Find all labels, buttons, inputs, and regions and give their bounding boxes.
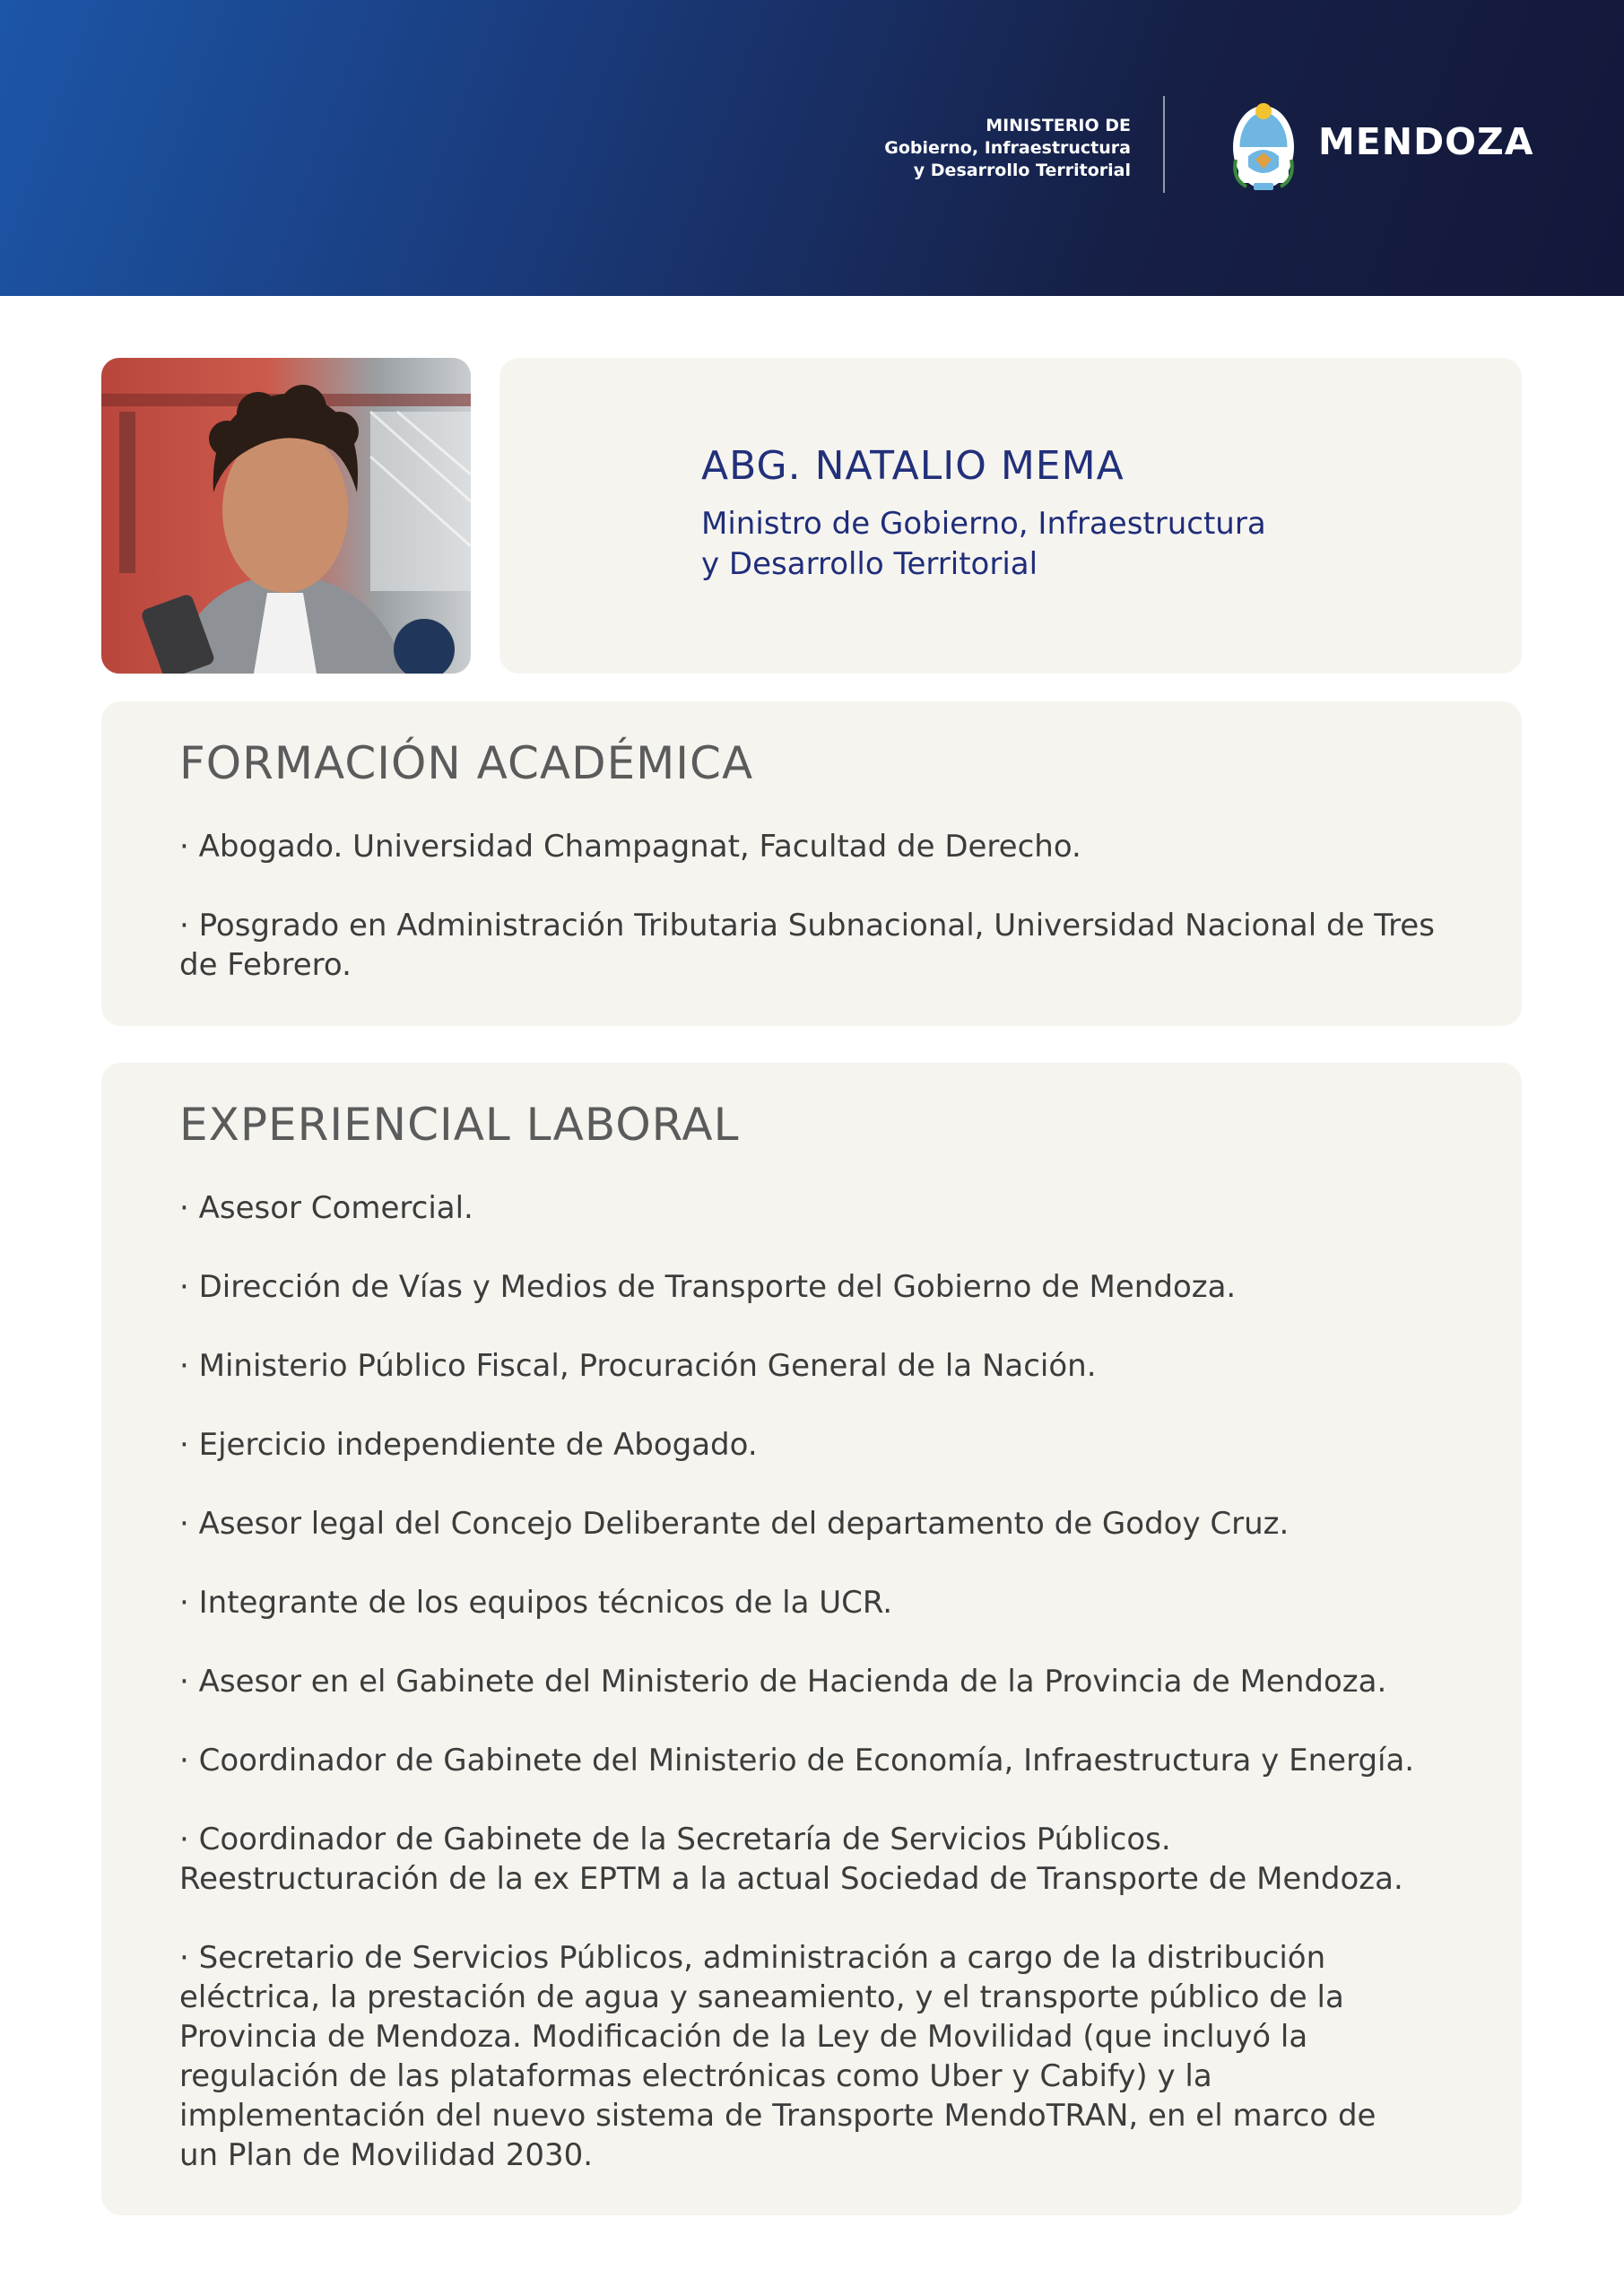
item-line: Reestructuración de la ex EPTM a la actual Sociedad de Transporte de Mendoza. (179, 1861, 1403, 1897)
experience-section (101, 1063, 1522, 2215)
item-line: · Coordinador de Gabinete de la Secretaría de Servicios Públicos. (179, 1822, 1171, 1857)
experience-item (179, 1425, 1462, 1465)
experience-item (179, 1188, 1462, 1228)
item-line: Provincia de Mendoza. Modificación de la Ley de Movilidad (que incluyó la (179, 2019, 1308, 2055)
coat-of-arms-icon (1229, 97, 1298, 194)
item-line: regulación de las plataformas electrónicas como Uber y Cabify) y la (179, 2058, 1212, 2094)
profile-photo (101, 358, 471, 674)
item-line: · Asesor Comercial. (179, 1190, 473, 1226)
education-section (101, 701, 1522, 1026)
header-divider (1163, 96, 1165, 193)
item-line: · Asesor legal del Concejo Deliberante del departamento de Godoy Cruz. (179, 1506, 1290, 1542)
experience-item (179, 1938, 1462, 2175)
item-line: · Ejercicio independiente de Abogado. (179, 1427, 758, 1463)
item-line: · Integrante de los equipos técnicos de la UCR. (179, 1585, 893, 1621)
item-line: implementación del nuevo sistema de Transporte MendoTRAN, en el marco de (179, 2098, 1376, 2134)
brand-name: MENDOZA (1318, 120, 1534, 163)
role-line: Ministro de Gobierno, Infraestructura (701, 506, 1266, 542)
experience-item (179, 1267, 1462, 1307)
person-role (701, 504, 1266, 585)
item-line: · Dirección de Vías y Medios de Transporte del Gobierno de Mendoza. (179, 1269, 1237, 1305)
education-item (179, 906, 1462, 985)
education-title: FORMACIÓN ACADÉMICA (179, 737, 754, 789)
ministry-line: Gobierno, Infraestructura (884, 138, 1131, 158)
item-line: · Ministerio Público Fiscal, Procuración General de la Nación. (179, 1348, 1097, 1384)
item-line: · Abogado. Universidad Champagnat, Facultad de Derecho. (179, 829, 1081, 865)
experience-item (179, 1662, 1462, 1701)
ministry-line: y Desarrollo Territorial (913, 161, 1131, 180)
item-line: eléctrica, la prestación de agua y saneamiento, y el transporte público de la (179, 1979, 1344, 2015)
experience-item (179, 1504, 1462, 1544)
experience-item (179, 1820, 1462, 1899)
education-list (179, 827, 1462, 1024)
item-line: · Posgrado en Administración Tributaria Subnacional, Universidad Nacional de Tres (179, 908, 1435, 944)
ministry-name (884, 115, 1131, 182)
item-line: · Asesor en el Gabinete del Ministerio de Hacienda de la Provincia de Mendoza. (179, 1664, 1387, 1700)
experience-item (179, 1346, 1462, 1386)
item-line: de Febrero. (179, 947, 352, 983)
experience-item (179, 1583, 1462, 1622)
education-item (179, 827, 1462, 866)
header-banner (0, 0, 1624, 296)
experience-list (179, 1188, 1462, 2214)
ministry-line: MINISTERIO DE (986, 116, 1131, 135)
experience-title: EXPERIENCIAL LABORAL (179, 1099, 740, 1151)
role-line: y Desarrollo Territorial (701, 546, 1038, 582)
person-name: ABG. NATALIO MEMA (701, 443, 1125, 489)
item-line: un Plan de Movilidad 2030. (179, 2137, 594, 2173)
item-line: · Secretario de Servicios Públicos, administración a cargo de la distribución (179, 1940, 1326, 1976)
profile-card (499, 358, 1522, 674)
item-line: · Coordinador de Gabinete del Ministerio de Economía, Infraestructura y Energía. (179, 1743, 1415, 1779)
experience-item (179, 1741, 1462, 1780)
